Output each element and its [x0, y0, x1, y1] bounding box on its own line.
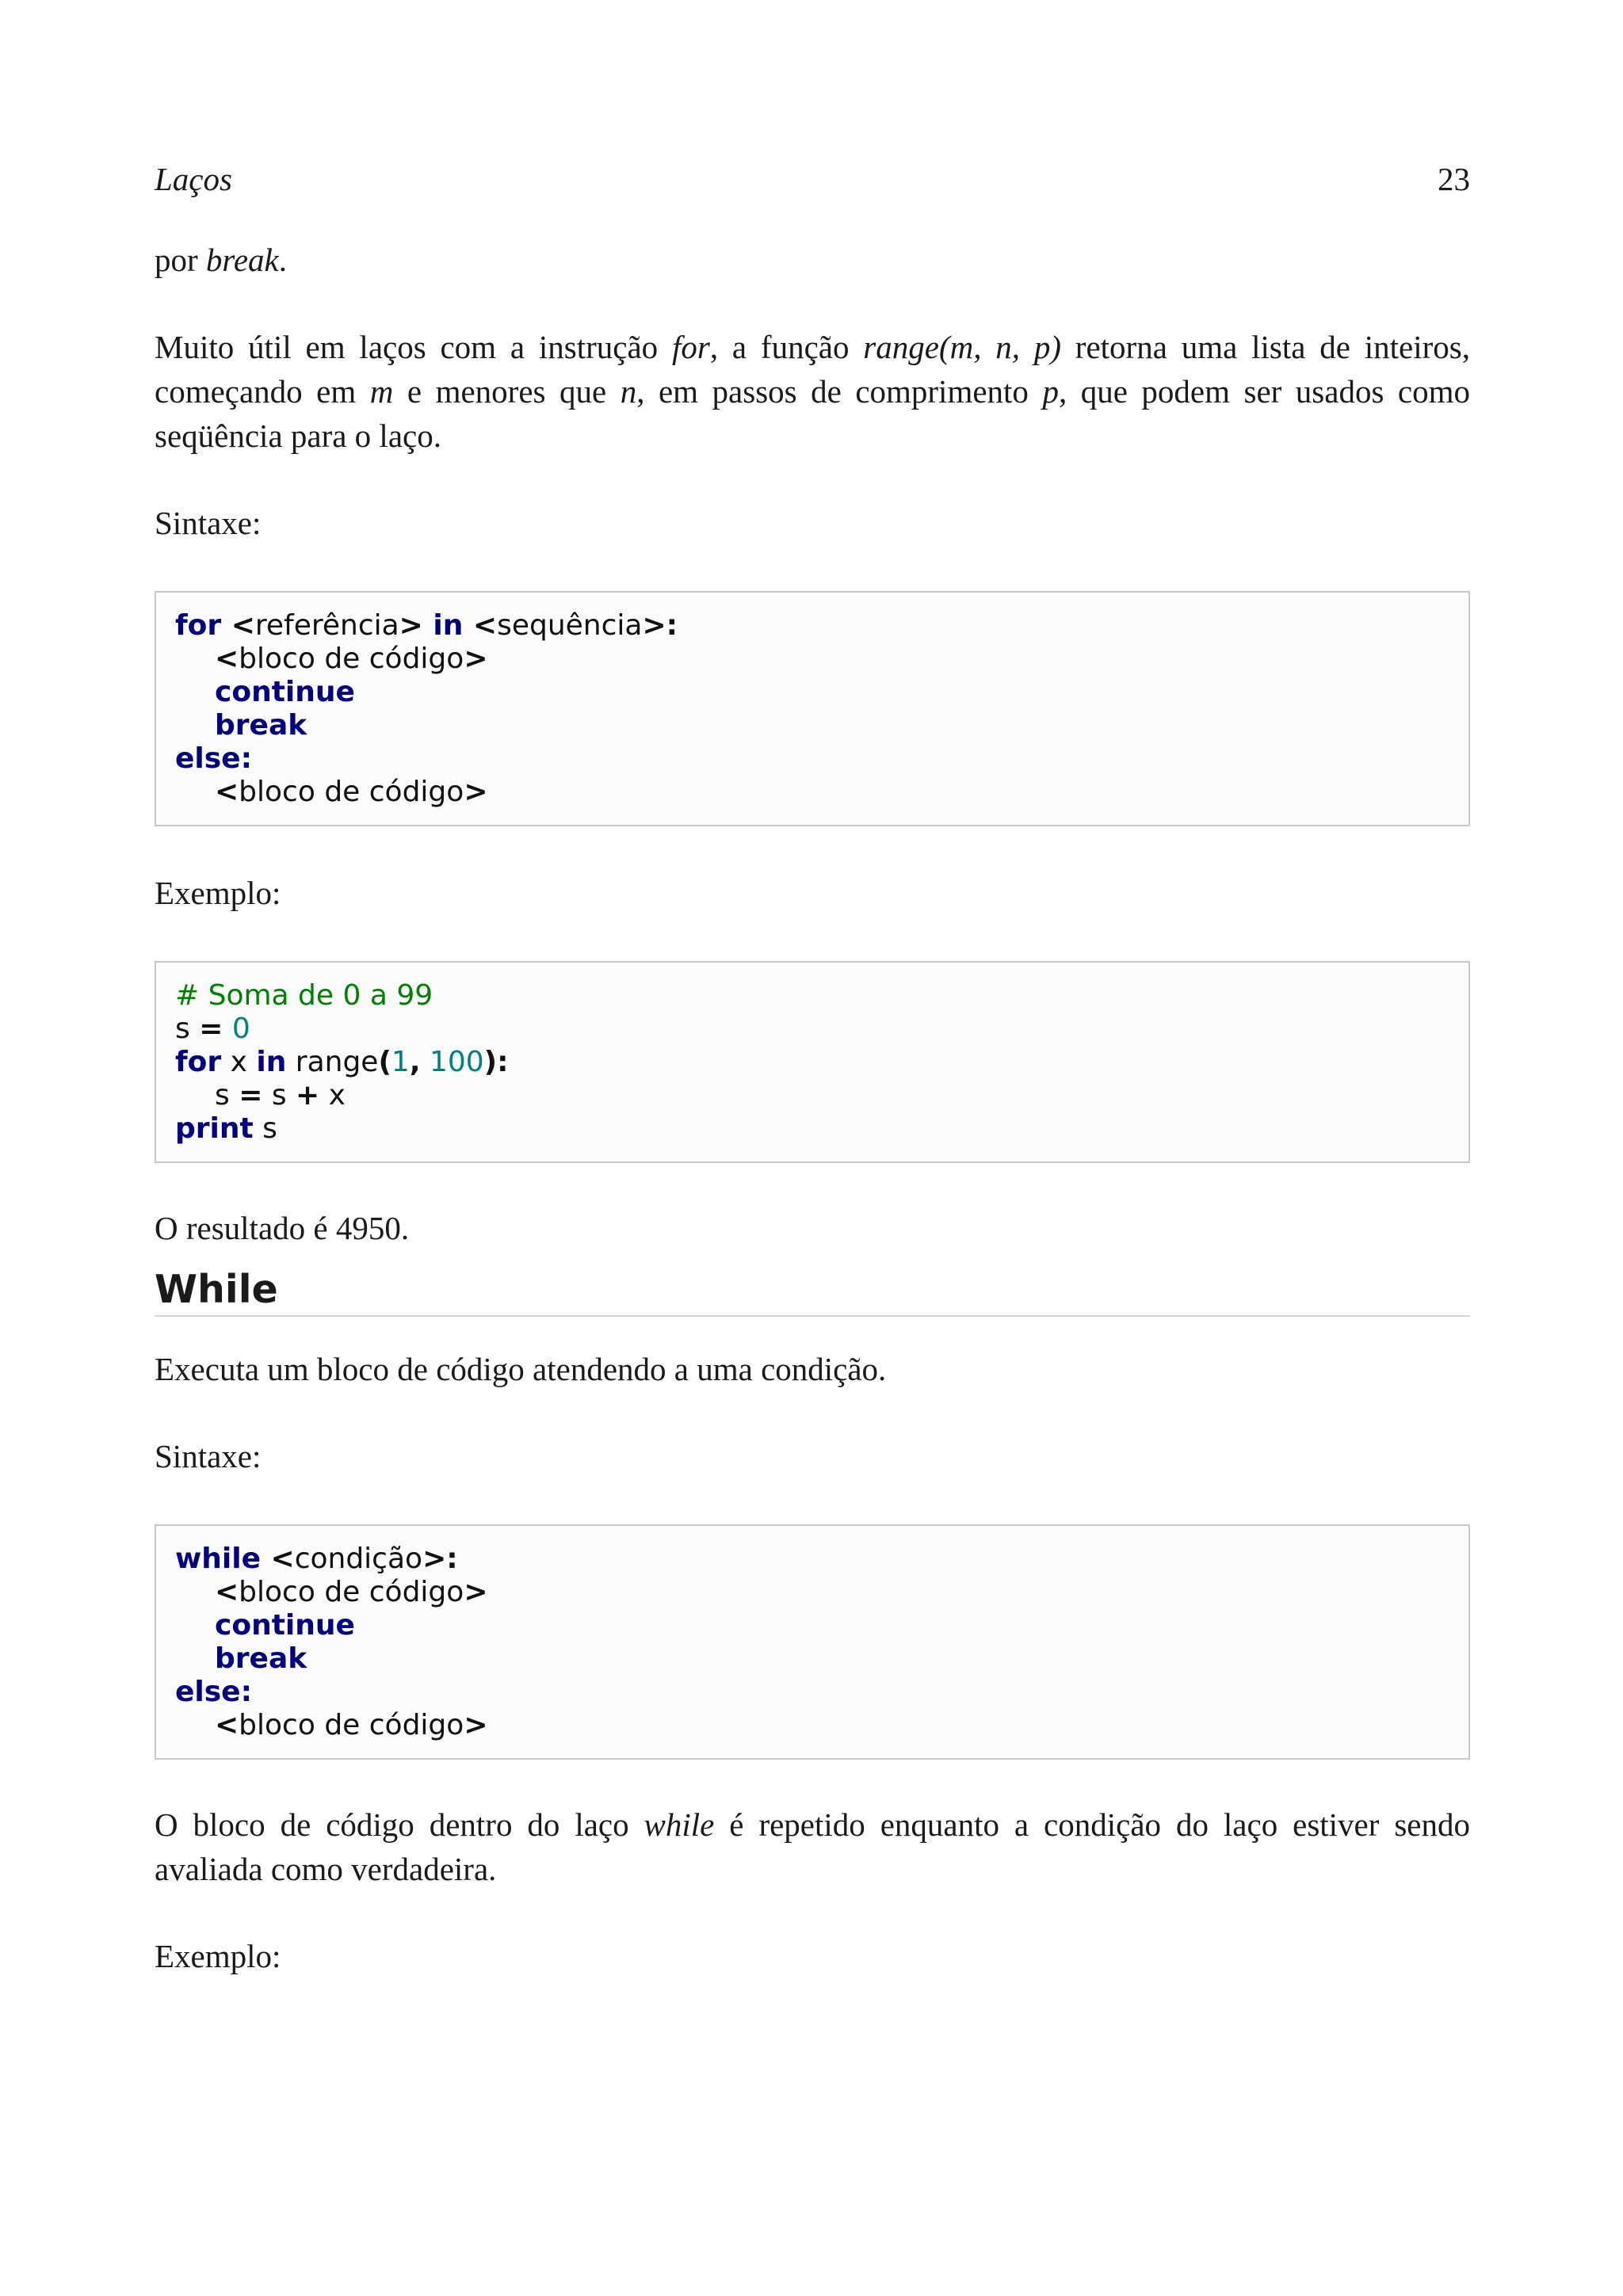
- code-text: s: [253, 1112, 277, 1145]
- code-text: referência: [254, 609, 399, 642]
- code-text: s: [215, 1079, 239, 1112]
- code-operator: <: [215, 1709, 239, 1741]
- paragraph-result: O resultado é 4950.: [155, 1210, 410, 1246]
- text-span: por: [155, 242, 206, 278]
- label-exemplo-for: Exemplo:: [155, 875, 281, 911]
- code-operator: =: [199, 1013, 223, 1045]
- code-operator: =: [239, 1079, 263, 1112]
- code-block-while-syntax: [155, 1524, 1470, 1760]
- italic-term: range(m, n, p): [863, 329, 1061, 365]
- code-text: sequência: [497, 609, 643, 642]
- code-line: [175, 1112, 1449, 1146]
- code-operator: >: [464, 1709, 488, 1741]
- page-header: [155, 155, 1470, 203]
- code-line: [175, 742, 1449, 776]
- italic-term: m: [369, 373, 394, 410]
- code-operator: <: [463, 609, 498, 642]
- code-operator: >: [464, 776, 488, 808]
- code-line: [175, 979, 1449, 1013]
- code-keyword: in: [422, 609, 464, 642]
- code-operator: >:: [642, 609, 678, 642]
- code-operator: <: [260, 1543, 295, 1575]
- code-number: 100: [420, 1046, 484, 1078]
- page-content: [155, 238, 1470, 1978]
- code-keyword: continue: [215, 676, 355, 708]
- code-text: x: [221, 1046, 257, 1078]
- code-text: s: [262, 1079, 296, 1112]
- code-block-for-example: [155, 961, 1470, 1163]
- paragraph-while-description: Executa um bloco de código atendendo a uma condição.: [155, 1351, 887, 1387]
- code-line: [175, 1609, 1449, 1642]
- code-operator: >: [399, 609, 423, 642]
- code-line: [175, 1709, 1449, 1742]
- code-keyword: for: [175, 609, 222, 642]
- section-heading-while: While: [155, 1266, 1470, 1317]
- code-operator: >: [464, 643, 488, 675]
- code-text: bloco de código: [239, 643, 464, 675]
- label-exemplo-while: Exemplo:: [155, 1938, 281, 1974]
- code-keyword: while: [175, 1543, 261, 1575]
- code-line: [175, 643, 1449, 676]
- code-text: condição: [294, 1543, 423, 1575]
- italic-term: p: [1042, 373, 1059, 410]
- code-keyword: break: [215, 709, 307, 742]
- paragraph-while-explanation: [155, 1802, 1470, 1891]
- code-line: [175, 609, 1449, 643]
- code-operator: <: [215, 776, 239, 808]
- code-text: bloco de código: [239, 1709, 464, 1741]
- text-span: O bloco de código dentro do laço: [155, 1806, 644, 1843]
- code-line: [175, 1642, 1449, 1676]
- running-header-section: Laços: [155, 161, 232, 197]
- code-keyword: for: [175, 1046, 222, 1078]
- code-operator: <: [215, 1576, 239, 1608]
- text-span: , a função: [709, 329, 864, 365]
- code-line: [175, 1013, 1449, 1046]
- page-number: 23: [1438, 161, 1470, 197]
- code-text: bloco de código: [239, 1576, 464, 1608]
- code-operator: >: [464, 1576, 488, 1608]
- code-keyword: else:: [175, 1676, 252, 1708]
- code-operator: <: [215, 643, 239, 675]
- code-number: 1: [391, 1046, 410, 1078]
- italic-term: for: [672, 329, 710, 365]
- code-keyword: in: [256, 1046, 287, 1078]
- label-sintaxe-for: Sintaxe:: [155, 505, 262, 541]
- code-line: [175, 1046, 1449, 1079]
- code-line: [175, 776, 1449, 809]
- text-span: , em passos de comprimento: [636, 373, 1043, 410]
- code-text: range: [286, 1046, 379, 1078]
- label-sintaxe-while: Sintaxe:: [155, 1438, 262, 1474]
- code-number: 0: [223, 1013, 250, 1045]
- code-line: [175, 709, 1449, 742]
- italic-term: break: [205, 242, 279, 278]
- text-span: Muito útil em laços com a instrução: [155, 329, 672, 365]
- code-operator: ):: [483, 1046, 509, 1078]
- code-comment: # Soma de 0 a 99: [175, 979, 433, 1012]
- paragraph-continuation: [155, 238, 1470, 282]
- text-span: é repetido enquanto a condição do laço estiver sendo avaliada como verdadeira.: [155, 1806, 1470, 1887]
- text-span: retorna uma lista de inteiros, começando em: [155, 329, 1470, 410]
- code-line: [175, 676, 1449, 709]
- code-text: bloco de código: [239, 776, 464, 808]
- code-operator: ,: [409, 1046, 421, 1078]
- code-line: [175, 1576, 1449, 1609]
- code-operator: +: [296, 1079, 320, 1112]
- code-keyword: continue: [215, 1609, 355, 1642]
- code-text: s: [175, 1013, 200, 1045]
- code-operator: >:: [422, 1543, 458, 1575]
- code-keyword: print: [175, 1112, 254, 1145]
- paragraph-range-description: [155, 325, 1470, 458]
- code-block-for-syntax: [155, 591, 1470, 826]
- text-span: .: [278, 242, 287, 278]
- code-keyword: break: [215, 1642, 307, 1675]
- text-span: , que podem ser usados como seqüência para o laço.: [155, 373, 1470, 454]
- code-line: [175, 1676, 1449, 1709]
- code-line: [175, 1079, 1449, 1112]
- italic-term: n: [620, 373, 637, 410]
- code-operator: (: [378, 1046, 391, 1078]
- text-span: e menores que: [393, 373, 621, 410]
- code-operator: <: [221, 609, 255, 642]
- code-text: x: [319, 1079, 346, 1112]
- code-keyword: else:: [175, 742, 252, 775]
- italic-term: while: [643, 1806, 715, 1843]
- code-line: [175, 1543, 1449, 1576]
